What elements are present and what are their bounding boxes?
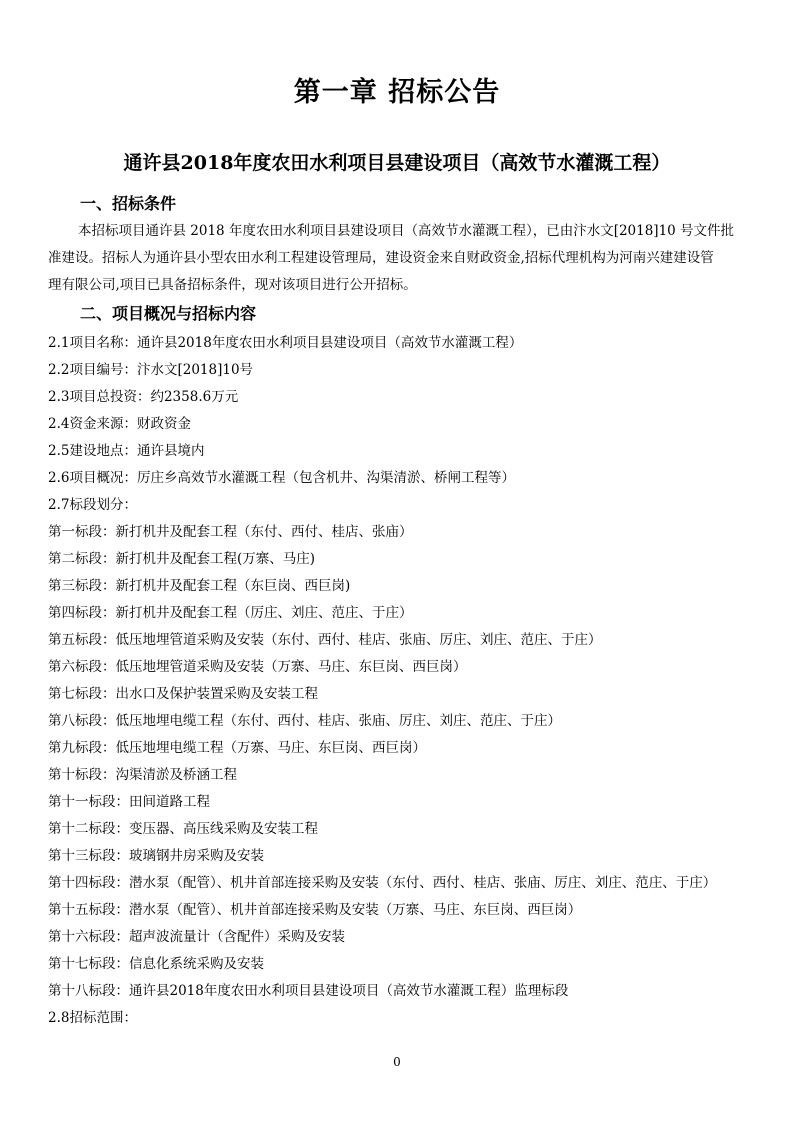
list-item: 2.4资金来源：财政资金 — [48, 416, 191, 432]
section-heading-bidding-conditions: 一、招标条件 — [80, 194, 177, 213]
list-item: 第八标段：低压地埋电缆工程（东付、西付、桂店、张庙、厉庄、刘庄、范庄、于庄） — [48, 713, 561, 729]
paragraph-line: 理有限公司,项目已具备招标条件，现对该项目进行公开招标。 — [48, 277, 417, 293]
list-item: 2.7标段划分： — [48, 497, 137, 513]
list-item: 2.8招标范围： — [48, 1010, 137, 1026]
list-item: 第十标段：沟渠清淤及桥涵工程 — [48, 767, 237, 783]
chapter-title: 第一章 招标公告 — [293, 77, 501, 108]
list-item: 2.3项目总投资：约2358.6万元 — [48, 389, 239, 405]
bidding-conditions-paragraph — [48, 218, 770, 299]
list-item: 第十五标段：潜水泵（配管）、机井首部连接采购及安装（万寨、马庄、东巨岗、西巨岗） — [48, 902, 582, 918]
paragraph-line: 本招标项目通许县 2018 年度农田水利项目县建设项目（高效节水灌溉工程），已由汴水文[2018]10 号文件批 — [78, 223, 735, 239]
list-item: 第六标段：低压地埋管道采购及安装（万寨、马庄、东巨岗、西巨岗） — [48, 659, 467, 675]
list-item: 第十四标段：潜水泵（配管）、机井首部连接采购及安装（东付、西付、桂店、张庙、厉庄、刘庄、范庄、于庄） — [48, 875, 717, 891]
list-item: 第十六标段：超声波流量计（含配件）采购及安装 — [48, 929, 345, 945]
list-item: 第一标段：新打机井及配套工程（东付、西付、桂店、张庙） — [48, 524, 413, 540]
list-item: 2.5建设地点：通许县境内 — [48, 443, 205, 459]
list-item: 第十八标段：通许县2018年度农田水利项目县建设项目（高效节水灌溉工程）监理标段 — [48, 983, 569, 999]
list-item: 第十三标段：玻璃钢井房采购及安装 — [48, 848, 264, 864]
list-item: 2.2项目编号：汴水文[2018]10号 — [48, 362, 254, 378]
list-item: 第十一标段：田间道路工程 — [48, 794, 210, 810]
list-item: 第七标段：出水口及保护装置采购及安装工程 — [48, 686, 318, 702]
paragraph-line: 准建设。招标人为通许县小型农田水利工程建设管理局，建设资金来自财政资金,招标代理机构为河南兴建建设管 — [48, 250, 714, 266]
list-item: 第二标段：新打机井及配套工程(万寨、马庄) — [48, 551, 316, 567]
list-item: 第五标段：低压地埋管道采购及安装（东付、西付、桂店、张庙、厉庄、刘庄、范庄、于庄） — [48, 632, 602, 648]
list-item: 第四标段：新打机井及配套工程（厉庄、刘庄、范庄、于庄） — [48, 605, 413, 621]
list-item: 第十七标段：信息化系统采购及安装 — [48, 956, 264, 972]
page-number: 0 — [393, 1055, 401, 1069]
section-heading-project-overview: 二、项目概况与招标内容 — [80, 304, 257, 323]
list-item: 第三标段：新打机井及配套工程（东巨岗、西巨岗) — [48, 578, 351, 594]
list-item: 2.6项目概况：厉庄乡高效节水灌溉工程（包含机井、沟渠清淤、桥闸工程等） — [48, 470, 515, 486]
list-item: 第九标段：低压地埋电缆工程（万寨、马庄、东巨岗、西巨岗） — [48, 740, 426, 756]
list-item: 2.1项目名称：通许县2018年度农田水利项目县建设项目（高效节水灌溉工程） — [48, 335, 523, 351]
project-title: 通许县2018年度农田水利项目县建设项目（高效节水灌溉工程） — [123, 152, 671, 174]
list-item: 第十二标段：变压器、高压线采购及安装工程 — [48, 821, 318, 837]
